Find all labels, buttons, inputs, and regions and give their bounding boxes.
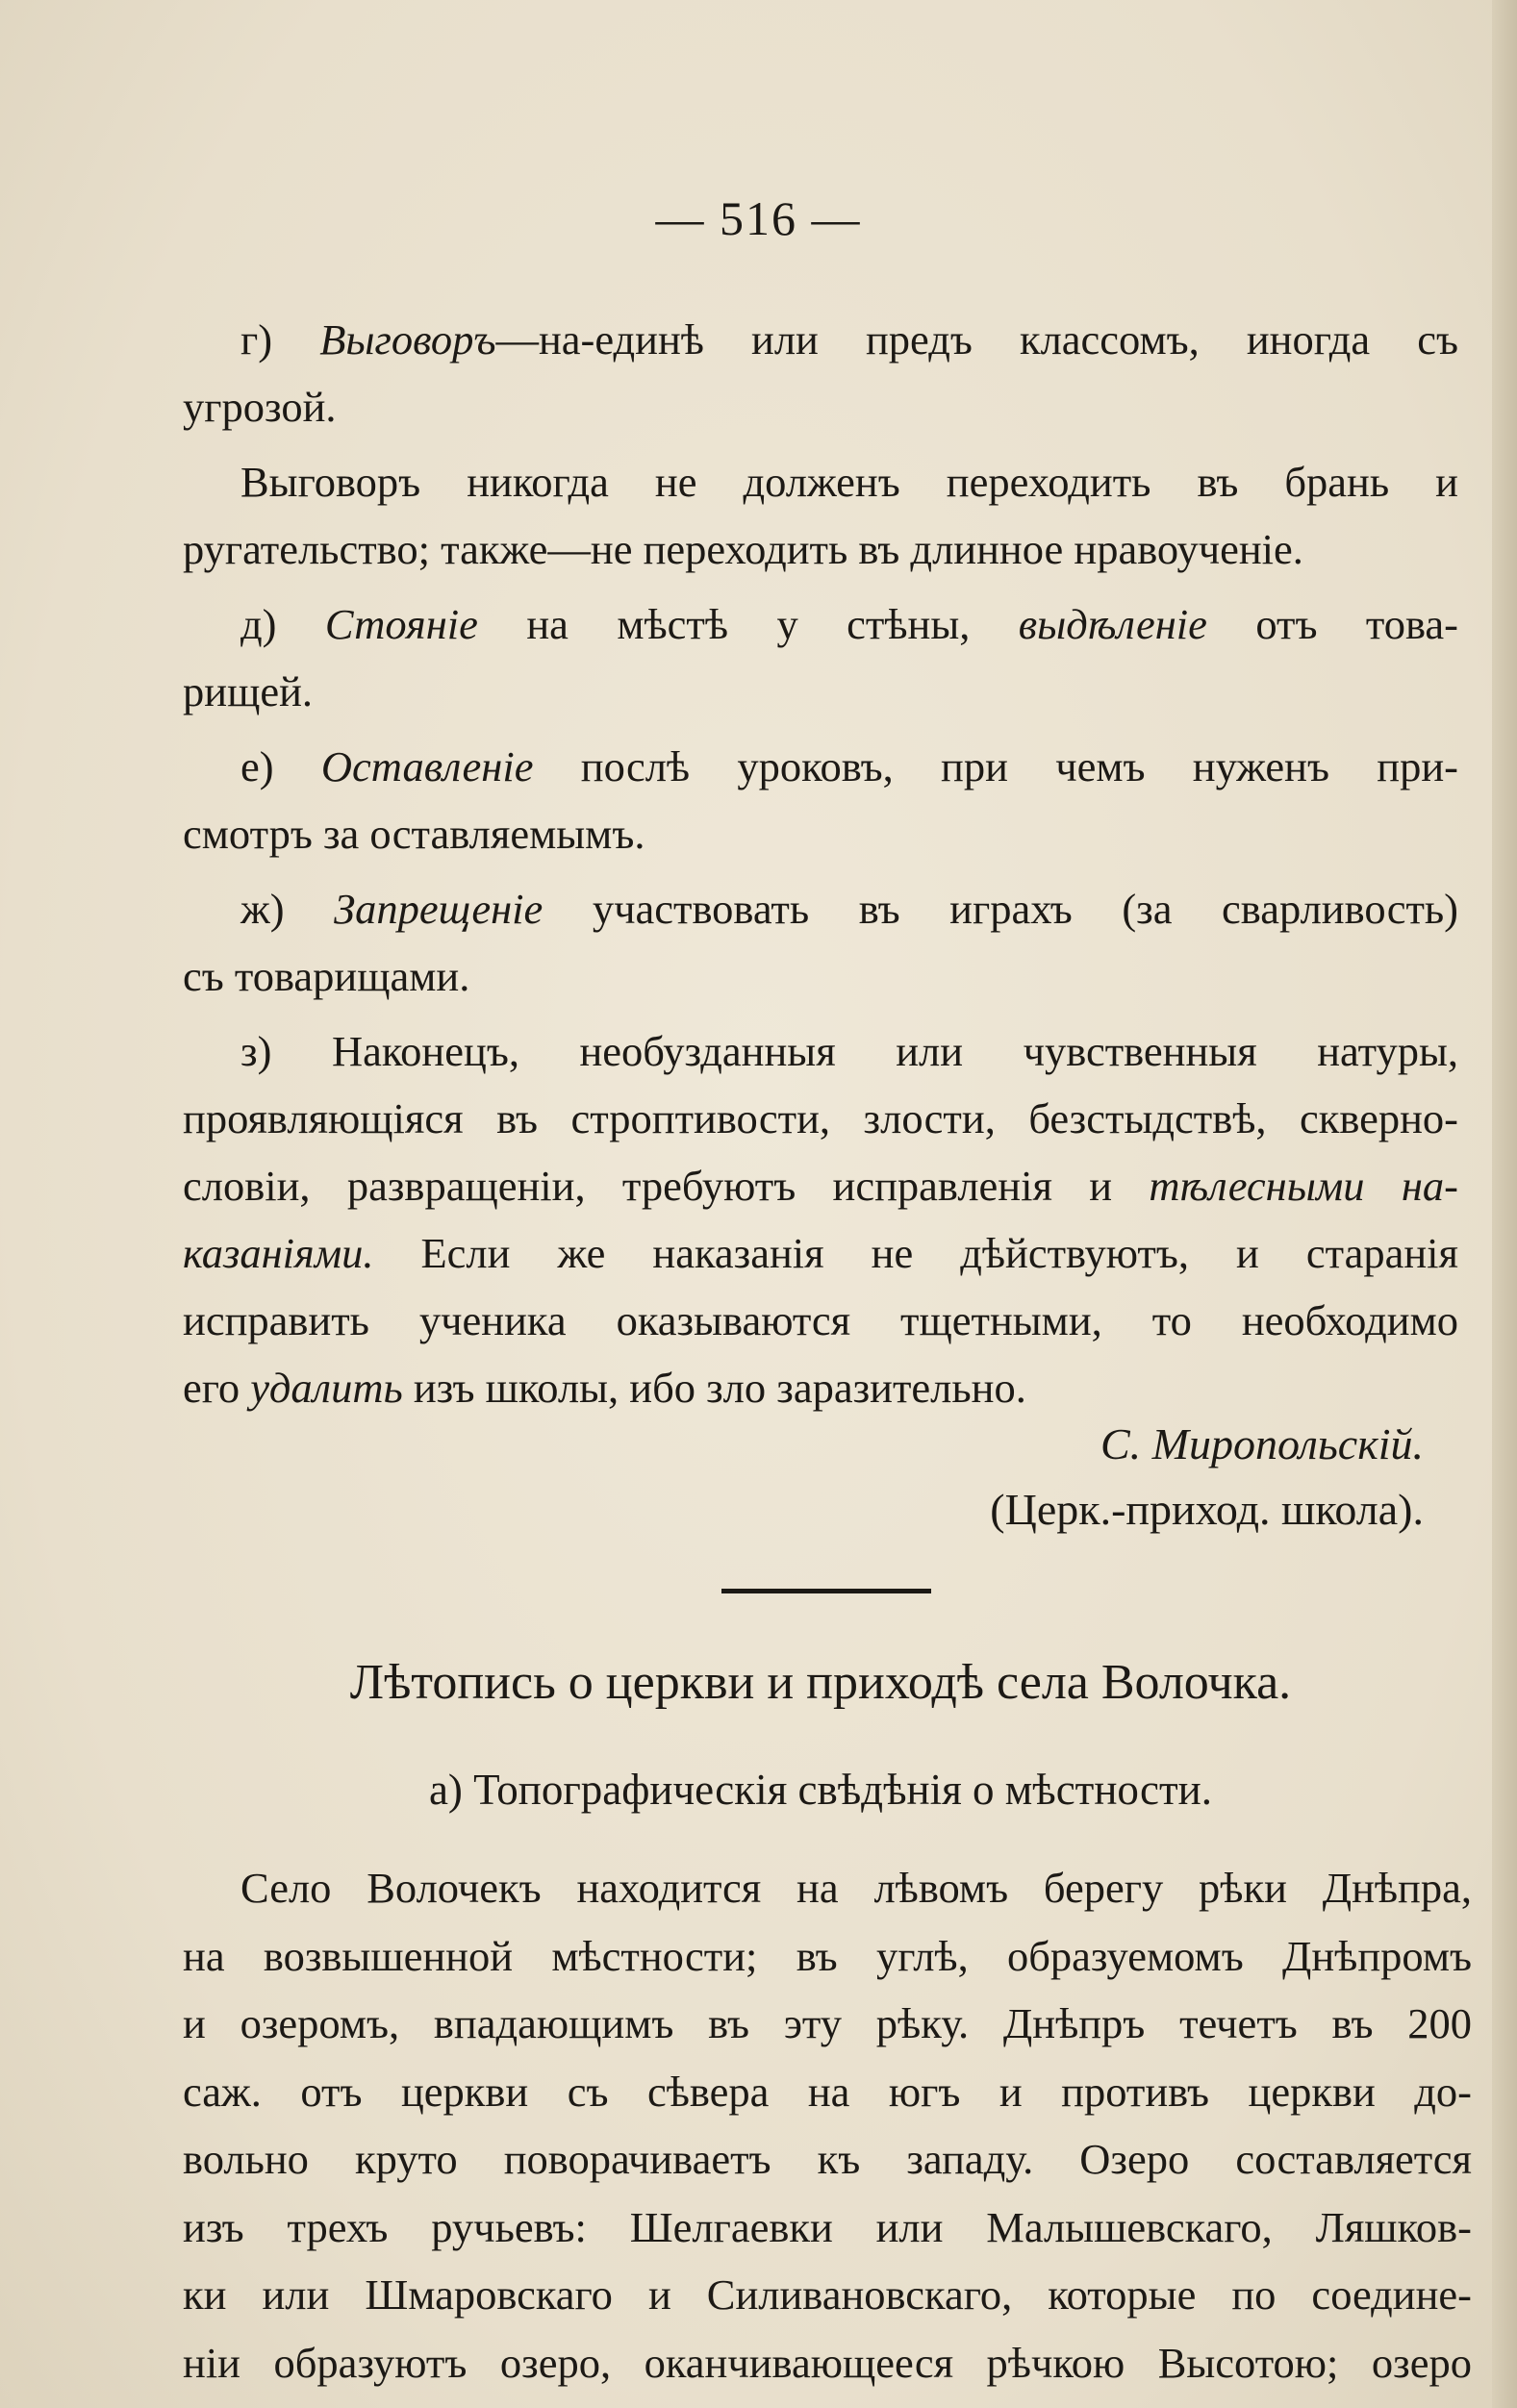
item-d-term1: Стояніе [324, 600, 478, 648]
item-z-line6: его удалить изъ школы, ибо зло заразительно. [183, 1364, 1026, 1412]
signature [183, 1412, 1424, 1543]
item-d-term2: выдѣленіе [1018, 600, 1207, 648]
page-number: — 516 — [655, 191, 862, 245]
body-line: на возвышенной мѣстности; въ углѣ, образуемомъ Днѣпромъ [183, 1931, 1472, 1980]
item-d-line2: рищей. [183, 667, 314, 715]
item-e-line1: е) Оставленіе послѣ уроковъ, при чемъ нуженъ при- [240, 742, 1458, 790]
item-z-line4: казаніями. Если же наказанія не дѣйствуютъ, и старанія [183, 1229, 1458, 1277]
author-source: (Церк.-приход. школа). [990, 1485, 1424, 1534]
item-zh-line1: ж) Запрещеніе участвовать въ играхъ (за сварливость) [240, 885, 1459, 933]
body-line: вольно круто поворачиваетъ къ западу. Озеро составляется [183, 2135, 1472, 2183]
note-line1: Выговоръ никогда не долженъ переходить въ брань и [240, 458, 1458, 506]
section-title: Лѣтопись о церкви и приходѣ села Волочка. [349, 1655, 1292, 1710]
item-g-line1: г) Выговоръ—на-единѣ или предъ классомъ, иногда съ [240, 315, 1459, 364]
author-name: С. Миропольскій. [1100, 1419, 1424, 1468]
section-divider [721, 1589, 931, 1593]
punishments-list [183, 306, 1458, 1421]
body-line: ки или Шмаровскаго и Силивановскаго, которые по соедине- [183, 2270, 1472, 2319]
item-zh-line2: съ товарищами. [183, 952, 470, 1000]
note-line2: ругательство; также—не переходить въ длинное нравоученіе. [183, 525, 1303, 573]
body-line: и озеромъ, впадающимъ въ эту рѣку. Днѣпръ течетъ въ 200 [183, 1999, 1472, 2047]
body-line: ніи образуютъ озеро, оканчивающееся рѣчкою Высотою; озеро [183, 2338, 1472, 2387]
item-zh-term: Запрещеніе [334, 885, 544, 933]
subsection-title: а) Топографическія свѣдѣнія о мѣстности. [428, 1766, 1213, 1814]
item-z-line5: исправить ученика оказываются тщетными, то необходимо [183, 1296, 1458, 1344]
item-d-line1: д) Стояніе на мѣстѣ у стѣны, выдѣленіе отъ това- [240, 600, 1459, 648]
body-line: саж. отъ церкви съ сѣвера на югъ и противъ церкви до- [183, 2067, 1472, 2116]
item-z-line1: з) Наконецъ, необузданныя или чувственныя натуры, [240, 1027, 1458, 1075]
item-z-line2: проявляющіяся въ строптивости, злости, безстыдствѣ, скверно- [183, 1094, 1458, 1142]
item-e-term: Оставленіе [320, 742, 534, 790]
item-z-line3: словіи, развращеніи, требуютъ исправленія и тѣлесными на- [183, 1162, 1459, 1210]
item-g-line2: угрозой. [183, 383, 337, 431]
body-line: изъ трехъ ручьевъ: Шелгаевки или Малышевскаго, Ляшков- [183, 2202, 1472, 2251]
item-e-line2: смотръ за оставляемымъ. [183, 810, 645, 858]
item-g-term: Выговоръ [319, 315, 496, 364]
body-line: Село Волочекъ находится на лѣвомъ берегу рѣки Днѣпра, [240, 1864, 1472, 1912]
chronicle-body [183, 1854, 1472, 2396]
page-edge [1492, 0, 1517, 2408]
